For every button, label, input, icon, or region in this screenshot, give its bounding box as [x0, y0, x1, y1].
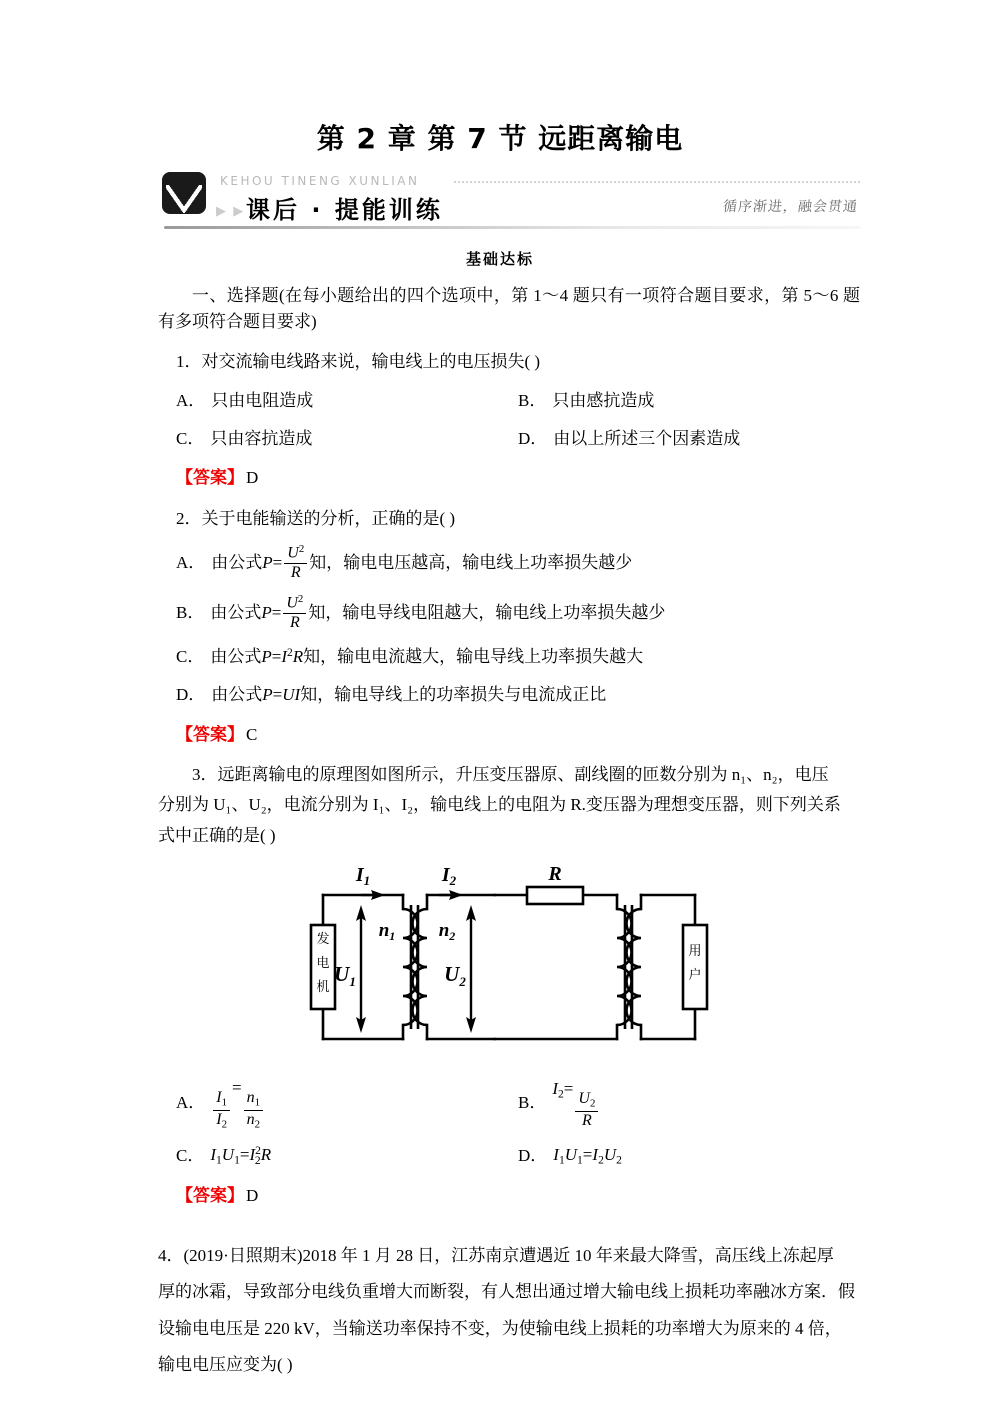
- question-1-options-row-2: [158, 426, 860, 452]
- option-text: 只由容抗造成: [210, 428, 313, 448]
- answer-tag: 【答案】: [176, 468, 244, 489]
- label-current-1: $I_1$: [355, 864, 371, 889]
- formula-P: P: [261, 602, 272, 622]
- label-turns-2: $n_2$: [438, 920, 456, 944]
- question-1-stem: 1．对交流输电线路来说，输电线上的电压损失( ): [176, 352, 541, 372]
- formula-p-equals-ui: P=UI: [262, 685, 301, 705]
- option-text: 只由感抗造成: [552, 390, 655, 410]
- resistor-symbol: [527, 887, 583, 904]
- question-1-option-a[interactable]: [176, 388, 518, 414]
- option-prefix: 由公式: [210, 647, 262, 667]
- section-banner: [158, 170, 860, 232]
- option-text: 由以上所述三个因素造成: [553, 428, 741, 448]
- option-label: B．: [518, 1092, 547, 1112]
- banner-title: 课后 · 提能训练: [246, 195, 443, 224]
- question-2-option-b[interactable]: [176, 594, 860, 632]
- svg-text:机: 机: [316, 980, 330, 996]
- option-label: C．: [176, 1145, 205, 1165]
- transformer-2-secondary-coil: [627, 909, 642, 1025]
- option-suffix: 知，输电导线电阻越大，输电线上功率损失越少: [308, 602, 666, 622]
- formula-i1-over-i2-equals-n1-over-n2: $\frac{I_1}{I_2}$ = $\frac{n_1}{n_2}$: [211, 1075, 265, 1130]
- consumer-box: [683, 925, 707, 1009]
- answer-tag: 【答案】: [176, 1185, 244, 1206]
- option-label: C．: [176, 647, 205, 667]
- question-2-answer: [158, 722, 860, 748]
- question-2-option-c[interactable]: [176, 644, 860, 670]
- section-heading: 基础达标: [465, 249, 534, 268]
- question-3-stem-line-3: 式中正确的是( ): [158, 825, 276, 845]
- question-3-options-row-1: [158, 1075, 860, 1130]
- formula-i2-equals-u2-over-r: $I_2=$ $\frac{U_2}{R}$: [552, 1076, 600, 1129]
- formula-equals: =: [272, 552, 283, 572]
- label-generator: 发: [316, 932, 330, 948]
- label-turns-1: $n_1$: [378, 920, 396, 944]
- option-label: B．: [518, 390, 547, 410]
- banner-dotted-rule: [454, 181, 860, 183]
- answer-value: D: [246, 468, 259, 488]
- question-2-stem: 2．关于电能输送的分析，正确的是( ): [176, 508, 456, 528]
- question-3-stem-line-1: 3．远距离输电的原理图如图所示，升压变压器原、副线圈的匝数分别为 n₁、n₂，电压: [192, 765, 829, 785]
- current-arrow-i1: [361, 890, 385, 900]
- label-consumer: 用: [688, 944, 702, 960]
- voltage-arrow-u1: [356, 905, 366, 1033]
- option-prefix: 由公式: [211, 685, 263, 705]
- option-text: 只由电阻造成: [211, 390, 314, 410]
- question-1-option-d[interactable]: [518, 426, 860, 452]
- banner-pinyin: KEHOU TINENG XUNLIAN: [220, 173, 420, 188]
- question-3-option-a[interactable]: [176, 1075, 518, 1130]
- question-4-stem-line-1: 4．(2019·日照期末)2018 年 1 月 28 日，江苏南京遭遇近 10 年来最大降雪，高压线上冻起厚: [158, 1245, 834, 1265]
- formula-equals: =: [271, 602, 282, 622]
- option-prefix: 由公式: [210, 602, 262, 622]
- question-1-option-b[interactable]: [518, 388, 860, 414]
- svg-text:电: 电: [316, 956, 330, 972]
- formula-i1u1-equals-i2sq-r: $I_1U_1=I^2_2R$: [210, 1144, 272, 1167]
- question-2-option-d-row: [158, 682, 860, 708]
- question-1-options-row-1: [158, 388, 860, 414]
- page-title: 第 2 章 第 7 节 远距离输电: [316, 122, 684, 155]
- formula-i1u1-equals-i2u2: $I_1U_1=I_2U_2$: [553, 1145, 622, 1167]
- question-3-option-d[interactable]: [518, 1142, 860, 1169]
- question-2-option-c-row: [158, 644, 860, 670]
- formula-p-equals-i2r: $P=I^2R$: [261, 646, 304, 667]
- question-3-option-c[interactable]: [176, 1142, 518, 1169]
- option-label: A．: [176, 552, 206, 572]
- label-current-2: $I_2$: [441, 864, 457, 889]
- logo-mark: [162, 172, 206, 214]
- option-prefix: 由公式: [211, 552, 263, 572]
- question-2-option-a-row: [158, 544, 860, 582]
- label-voltage-2: $U_2$: [444, 962, 466, 990]
- option-label: A．: [176, 1092, 206, 1112]
- circuit-diagram-figure: [158, 863, 860, 1063]
- power-transmission-circuit-svg: [299, 863, 719, 1063]
- worksheet-content: [158, 283, 860, 1379]
- option-suffix: 知，输电电流越大，输电导线上功率损失越大: [303, 647, 644, 667]
- question-2-option-b-row: [158, 594, 860, 632]
- voltage-arrow-u2: [466, 905, 476, 1033]
- formula-fraction-u2-over-r: $\frac{U^2}{R}$: [283, 594, 306, 632]
- question-2-option-d[interactable]: [176, 682, 860, 708]
- question-4-stem-line-3: 设输电电压是 220 kV，当输送功率保持不变，为使输电线上损耗的功率增大为原来的 4 倍，: [158, 1318, 842, 1338]
- question-3-options-row-2: [158, 1142, 860, 1169]
- option-label: D．: [176, 685, 206, 705]
- question-3-stem-line-2: 分别为 U₁、U₂，电流分别为 I₁、I₂，输电线上的电阻为 R.变压器为理想变压器，则下列关系: [158, 795, 841, 815]
- option-suffix: 知，输电导线上的功率损失与电流成正比: [300, 685, 607, 705]
- formula-P: P: [262, 552, 273, 572]
- banner-motto: 循序渐进，融会贯通: [722, 199, 859, 215]
- question-3-option-b[interactable]: [518, 1075, 860, 1130]
- banner-underline: [164, 226, 860, 229]
- answer-value: C: [246, 724, 258, 744]
- answer-value: D: [246, 1185, 259, 1205]
- question-1-answer: [158, 465, 860, 491]
- question-3-answer: [158, 1183, 860, 1209]
- answer-tag: 【答案】: [176, 724, 244, 745]
- current-arrow-i2: [439, 890, 463, 900]
- option-label: D．: [518, 1145, 548, 1165]
- option-suffix: 知，输电电压越高，输电线上功率损失越少: [309, 552, 633, 572]
- banner-arrows-icon: ▶ ▶: [216, 202, 246, 218]
- option-label: D．: [518, 428, 548, 448]
- formula-fraction-u2-over-r: $\frac{U^2}{R}$: [284, 544, 307, 582]
- question-1-option-c[interactable]: [176, 426, 518, 452]
- option-label: C．: [176, 428, 205, 448]
- question-4-stem-line-2: 厚的冰霜，导致部分电线负重增大而断裂，有人想出通过增大输电线上损耗功率融冰方案．假: [158, 1282, 855, 1302]
- label-resistor: R: [548, 863, 562, 886]
- question-2-option-a[interactable]: [176, 544, 860, 582]
- question-4-stem-line-4: 输电电压应变为( ): [158, 1354, 293, 1374]
- option-label: B．: [176, 602, 205, 622]
- label-voltage-1: $U_1$: [334, 962, 356, 990]
- workbook-logo-icon: [158, 172, 214, 222]
- instructions-paragraph: 一、选择题(在每小题给出的四个选项中，第 1～4 题只有一项符合题目要求，第 5～6 题有多项符合题目要求): [158, 285, 860, 331]
- option-label: A．: [176, 390, 206, 410]
- transformer-1-secondary-coil: [413, 909, 428, 1025]
- svg-text:户: 户: [688, 968, 702, 984]
